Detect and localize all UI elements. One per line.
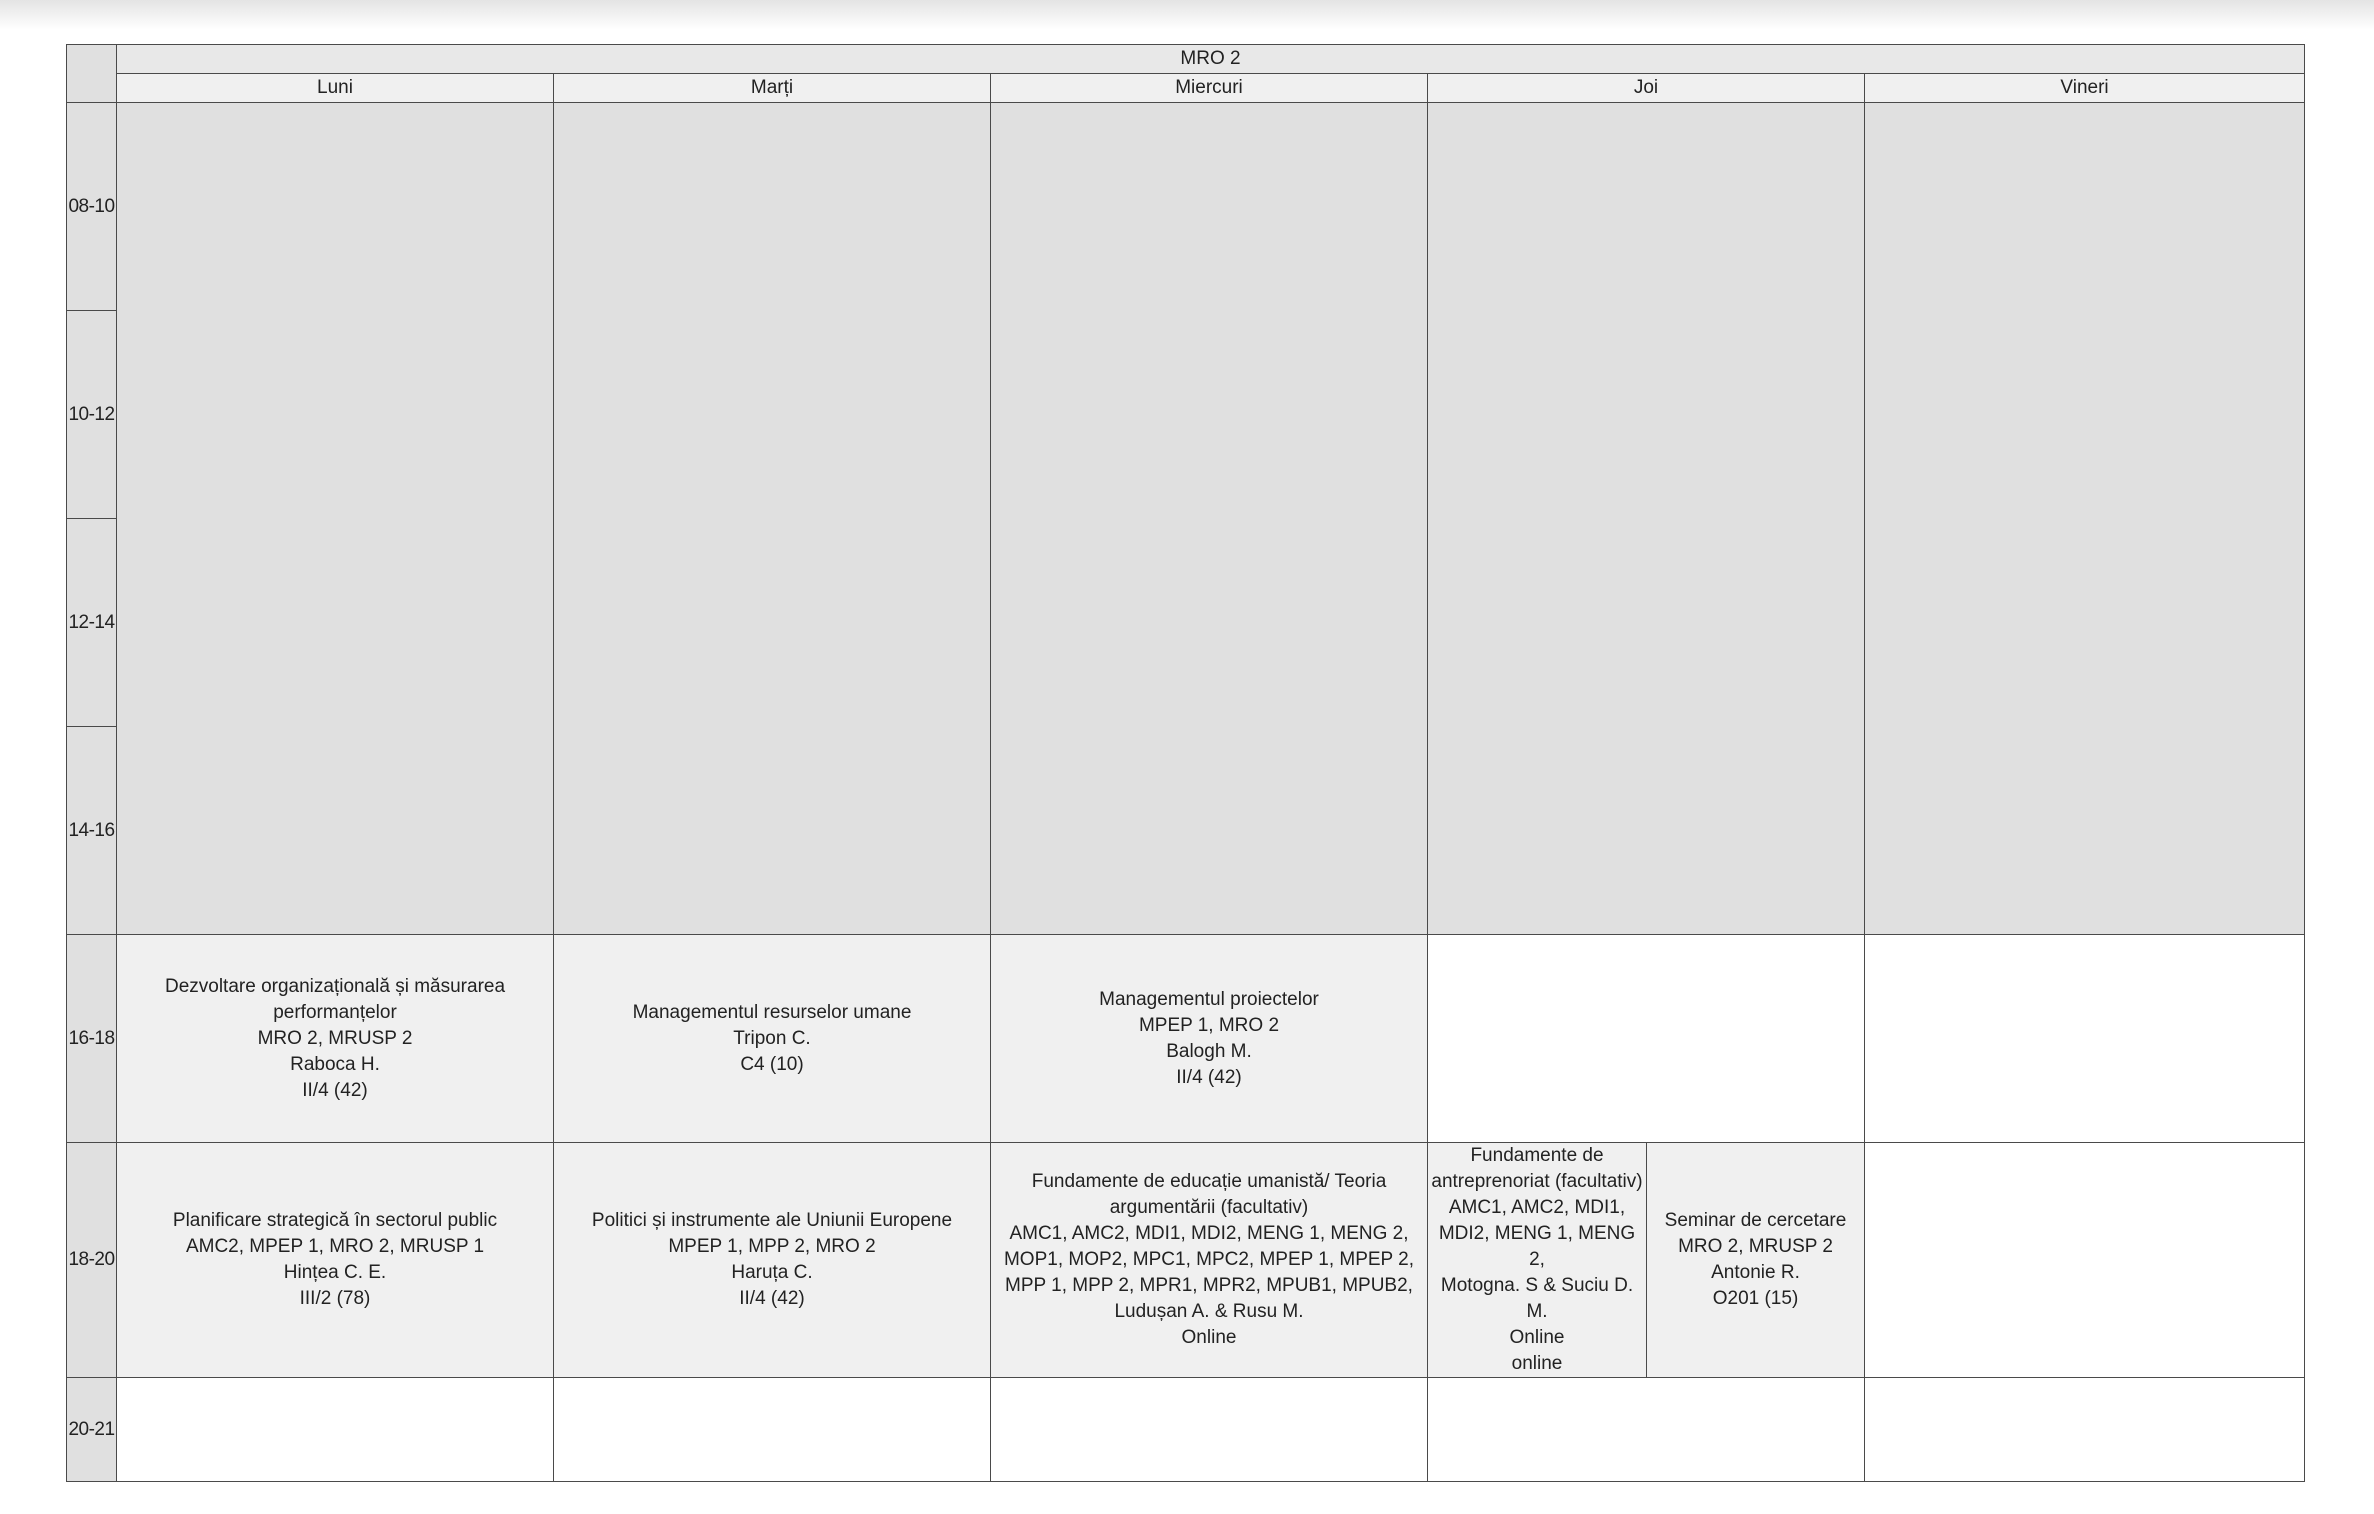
time-slot-08-10: 08-10 — [67, 103, 117, 311]
course-title: Seminar de cercetare — [1664, 1210, 1847, 1231]
course-room: II/4 (42) — [302, 1079, 368, 1101]
course-room: III/2 (78) — [299, 1288, 371, 1309]
empty-slot-joi-morning — [1428, 103, 1865, 935]
course-teacher: Raboca H. — [290, 1053, 380, 1075]
course-title: Politici și instrumente ale Uniunii Europene — [591, 1210, 953, 1231]
course-groups: AMC2, MPEP 1, MRO 2, MRUSP 1 — [185, 1236, 485, 1257]
course-title: Dezvoltare organizațională și măsurarea performanțelor — [164, 975, 506, 1023]
course-title: Managementul resurselor umane — [632, 1001, 912, 1023]
course-groups: MRO 2, MRUSP 2 — [1678, 1236, 1833, 1257]
timetable — [66, 44, 2305, 1482]
course-teacher: Antonie R. — [1711, 1262, 1800, 1283]
course-luni-18-20 — [117, 1143, 554, 1378]
course-teacher: Ludușan A. & Rusu M. — [1114, 1301, 1304, 1322]
time-slot-10-12: 10-12 — [67, 311, 117, 519]
course-miercuri-16-18 — [991, 935, 1428, 1143]
empty-slot-vineri-morning — [1865, 103, 2305, 935]
course-room: C4 (10) — [740, 1053, 804, 1075]
top-shadow — [0, 0, 2374, 30]
time-slot-18-20: 18-20 — [67, 1143, 117, 1378]
empty-slot-luni-morning — [117, 103, 554, 935]
course-groups: AMC1, AMC2, MDI1, MDI2, MENG 1, MENG 2, MOP1, MOP2, MPC1, MPC2, MPEP 1, MPEP 2, MPP 1, MPP 2, MPR1, MPR2, MPUB1, MPUB2, — [1003, 1223, 1415, 1296]
day-header-vineri: Vineri — [1865, 74, 2305, 103]
time-slot-14-16: 14-16 — [67, 727, 117, 935]
time-slot-12-14: 12-14 — [67, 519, 117, 727]
course-room: Online — [1509, 1327, 1565, 1348]
course-groups: MPEP 1, MPP 2, MRO 2 — [668, 1236, 876, 1257]
course-teacher: Hințea C. E. — [283, 1262, 387, 1283]
course-title: Fundamente de educație umanistă/ Teoria argumentării (facultativ) — [1031, 1171, 1387, 1218]
course-teacher: Balogh M. — [1166, 1040, 1252, 1062]
empty-slot-joi-20-21 — [1428, 1378, 1865, 1482]
course-groups: MRO 2, MRUSP 2 — [257, 1027, 413, 1049]
empty-slot-luni-20-21 — [117, 1378, 554, 1482]
course-miercuri-18-20 — [991, 1143, 1428, 1378]
course-room: O201 (15) — [1712, 1288, 1799, 1309]
empty-slot-joi-16-18 — [1428, 935, 1865, 1143]
time-slot-20-21: 20-21 — [67, 1378, 117, 1482]
course-teacher: Haruța C. — [731, 1262, 813, 1283]
day-header-joi: Joi — [1428, 74, 1865, 103]
course-note: online — [1511, 1353, 1563, 1374]
course-room: II/4 (42) — [739, 1288, 805, 1309]
empty-slot-vineri-18-20 — [1865, 1143, 2305, 1378]
course-teacher: Tripon C. — [733, 1027, 811, 1049]
course-room: Online — [1181, 1327, 1237, 1348]
day-header-marti: Marți — [554, 74, 991, 103]
course-room: II/4 (42) — [1176, 1066, 1242, 1088]
empty-slot-vineri-16-18 — [1865, 935, 2305, 1143]
empty-slot-marti-morning — [554, 103, 991, 935]
group-title: MRO 2 — [117, 45, 2305, 74]
course-title: Fundamente de antreprenoriat (facultativ) — [1431, 1145, 1643, 1192]
time-slot-16-18: 16-18 — [67, 935, 117, 1143]
corner-cell — [67, 45, 117, 103]
empty-slot-marti-20-21 — [554, 1378, 991, 1482]
day-header-miercuri: Miercuri — [991, 74, 1428, 103]
course-marti-18-20 — [554, 1143, 991, 1378]
empty-slot-miercuri-20-21 — [991, 1378, 1428, 1482]
course-joi-18-20-seminar — [1647, 1143, 1865, 1378]
course-groups: MPEP 1, MRO 2 — [1138, 1014, 1280, 1036]
course-title: Planificare strategică în sectorul public — [172, 1210, 498, 1231]
day-header-luni: Luni — [117, 74, 554, 103]
course-title: Managementul proiectelor — [1099, 988, 1319, 1010]
course-joi-18-20-antreprenoriat — [1428, 1143, 1647, 1378]
course-marti-16-18 — [554, 935, 991, 1143]
empty-slot-vineri-20-21 — [1865, 1378, 2305, 1482]
course-teacher: Motogna. S & Suciu D. M. — [1440, 1275, 1634, 1322]
course-luni-16-18 — [117, 935, 554, 1143]
course-groups: AMC1, AMC2, MDI1, MDI2, MENG 1, MENG 2, — [1438, 1197, 1636, 1270]
empty-slot-miercuri-morning — [991, 103, 1428, 935]
